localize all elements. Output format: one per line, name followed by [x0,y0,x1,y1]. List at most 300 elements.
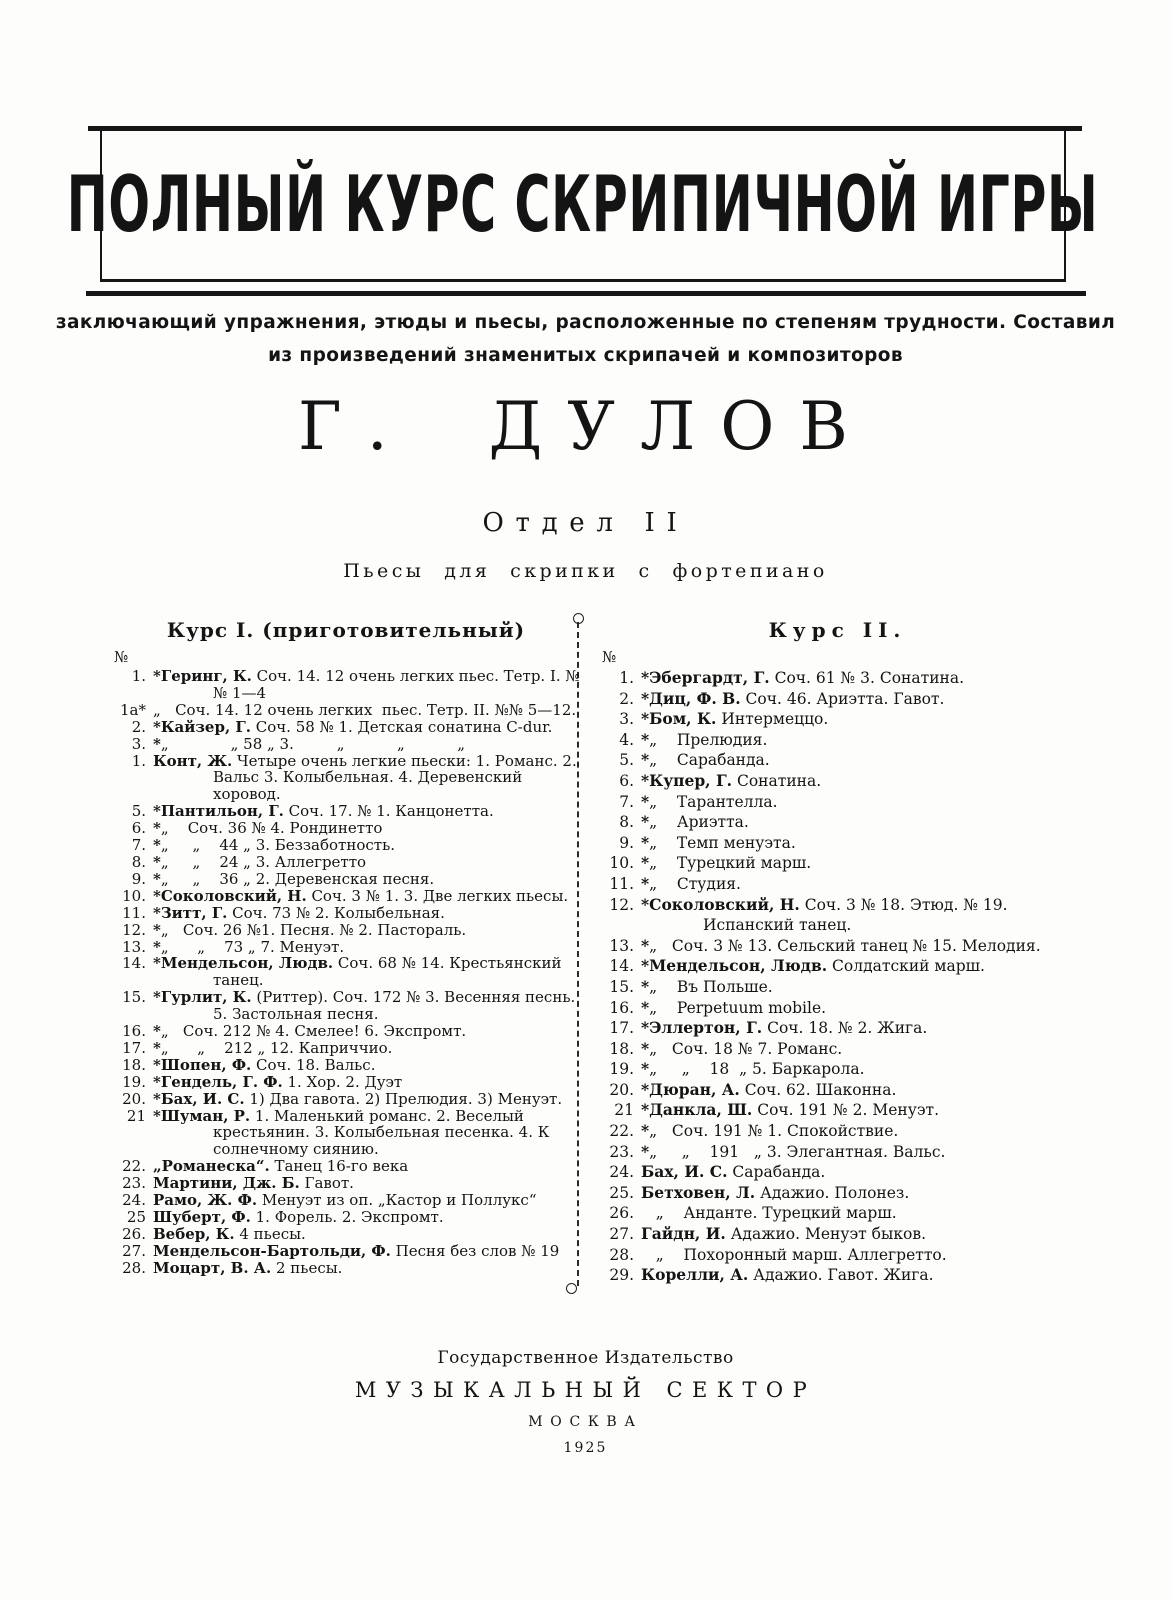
item-text [641,853,1075,874]
list-item [112,854,580,871]
list-item [112,989,580,1023]
list-item [112,837,580,854]
item-number: 17. [122,1038,146,1057]
item-number: 19. [609,1060,634,1079]
list-item [112,939,580,956]
list-item [112,1209,580,1226]
composer-name: Бетховен, Л. [641,1182,756,1202]
composer-name: * [153,1038,161,1057]
list-item [112,1243,580,1260]
work-description: „ Тарантелла. [649,792,778,811]
composer-name: *Соколовский, Н. [641,894,800,914]
work-description: „ Похоронный марш. Аллегретто. [641,1245,947,1264]
publisher-city: МОСКВА [528,1414,643,1430]
item-text [153,955,580,989]
item-text [641,1018,1075,1039]
list-item [600,1265,1075,1286]
item-number: 28. [122,1258,146,1277]
item-number: 7. [131,836,146,855]
item-text [641,998,1075,1019]
list-item [112,1057,580,1074]
item-number: 11. [122,903,146,922]
item-number: 3. [619,710,634,729]
publisher-sector: МУЗЫКАЛЬНЫЙ СЕКТОР [354,1378,817,1402]
item-number: 5. [619,751,634,770]
work-description: „ Турецкий марш. [649,854,812,873]
list-item [600,833,1075,854]
item-number: 12. [609,895,634,914]
item-number: 27. [122,1241,146,1260]
work-description: Песня без слов № 19 [390,1241,560,1260]
item-text [641,1121,1075,1142]
item-number: 1. [131,751,146,770]
composer-name: Мартини, Дж. Б. [153,1174,300,1193]
work-description: „ Соч. 191 № 1. Спокойствие. [649,1122,899,1141]
item-text [641,812,1075,833]
item-text [153,871,580,888]
item-number: 15. [122,988,146,1007]
work-description: „ Ариэтта. [649,813,749,832]
item-number: 7. [619,792,634,811]
composer-name: * [153,1022,161,1041]
work-description: 2 пьесы. [271,1258,343,1277]
item-text [641,1059,1075,1080]
work-description: „ Сарабанда. [649,751,770,770]
item-text [641,895,1075,936]
work-description: Сонатина. [732,771,822,790]
work-description: 1. Хор. 2. Дуэт [282,1072,403,1091]
course2-no-label: № [602,648,617,666]
item-number: 13. [122,937,146,956]
item-text [153,820,580,837]
item-number: 1а* [120,700,146,719]
item-text [153,702,580,719]
list-item [600,1203,1075,1224]
item-text [153,803,580,820]
item-number: 9. [619,833,634,852]
item-text [641,709,1075,730]
composer-name: *Дюран, А. [641,1079,740,1099]
course1-heading: Курс I. (приготовительный) [166,618,526,642]
composer-name: *Эллертон, Г. [641,1018,763,1038]
composer-name: * [641,832,650,852]
item-text [153,854,580,871]
item-text [153,1209,580,1226]
composer-name: * [641,812,650,832]
item-number: 21 [614,1101,634,1120]
item-number: 11. [609,874,634,893]
item-number: 26. [122,1224,146,1243]
item-text [153,1091,580,1108]
work-description: Интермеццо. [716,710,829,729]
title-banner-box [67,129,1099,282]
work-description: Соч. 14. 12 очень легких пьес. Тетр. I. №№ 1—4 [213,667,580,702]
work-description: Соч. 3 № 1. 3. Две легких пьесы. [306,886,569,905]
composer-name: * [641,976,650,996]
work-description: 1. Форель. 2. Экспромт. [250,1208,444,1226]
item-number: 5. [131,802,146,821]
composer-name: *Диц, Ф. В. [641,688,741,708]
composer-name: * [641,935,650,955]
work-description: Соч. 3 № 18. Этюд. № 19. Испанский танец. [703,895,1013,935]
item-number: 20. [609,1080,634,1099]
item-number: 2. [131,717,146,736]
item-number: 3. [131,734,146,753]
course1-column [112,618,580,1277]
list-item [600,1245,1075,1266]
subtitle-line-1: заключающий упражнения, этюды и пьесы, расположенные по степеням трудности. Составил [55,312,1116,333]
item-text [153,905,580,922]
work-description: Соч. 61 № 3. Сонатина. [769,669,965,687]
composer-name: * [641,750,650,770]
item-text [153,1243,580,1260]
list-item [600,977,1075,998]
work-description: „ „ 73 „ 7. Менуэт. [160,937,345,956]
work-description: „ Соч. 14. 12 очень легких пьес. Тетр. II. №№ 5—12. [153,700,577,719]
item-number: 16. [122,1022,146,1041]
item-number: 18. [122,1055,146,1074]
composer-name: *Мендельсон, Людв. [153,954,334,973]
item-number: 8. [619,813,634,832]
list-item [112,1260,580,1277]
item-text [641,1100,1075,1121]
list-item [112,1023,580,1040]
work-description: „ Студия. [649,874,741,893]
item-number: 18. [609,1039,634,1058]
item-text [641,936,1075,957]
work-description: (Риттер). Соч. 172 № 3. Весенняя песнь. 5. Застольная песня. [213,988,581,1024]
item-text [153,1158,580,1175]
composer-name: Рамо, Ж. Ф. [153,1191,258,1210]
work-description: Соч. 18. Вальс. [251,1055,376,1074]
composer-name: * [641,1141,650,1161]
course2-heading: Курс II. [768,618,907,642]
list-item [600,1224,1075,1245]
section-subtitle: Пьесы для скрипки с фортепиано [343,560,828,582]
list-item [112,922,580,939]
list-item [600,750,1075,771]
list-item [112,1108,580,1159]
list-item [112,1091,580,1108]
item-text [153,1040,580,1057]
work-description: „ „ 212 „ 12. Каприччио. [160,1038,393,1057]
work-description: Четыре очень легкие пьески: 1. Романс. 2. Вальс 3. Колыбельная. 4. Деревенский хоровод. [213,751,582,804]
list-item [600,1121,1075,1142]
work-description: „ „ 36 „ 2. Деревенская песня. [160,869,435,888]
list-item [600,853,1075,874]
work-description: „ Соч. 36 № 4. Рондинетто [160,819,383,838]
item-number: 28. [609,1245,634,1264]
book-title: ПОЛНЫЙ КУРС СКРИПИЧНОЙ ИГРЫ [67,158,1099,250]
item-text [153,736,580,753]
item-number: 14. [122,954,146,973]
list-item [600,1018,1075,1039]
composer-name: * [153,819,161,838]
item-text [641,956,1075,977]
work-description: Гавот. [299,1174,354,1193]
item-number: 22. [609,1122,634,1141]
item-text [641,1039,1075,1060]
item-number: 13. [609,936,634,955]
work-description: Адажио. Менуэт быков. [725,1225,927,1244]
work-description: „ „ 44 „ 3. Беззаботность. [160,836,396,855]
composer-name: * [641,1059,650,1079]
composer-name: *Гендель, Г. Ф. [153,1072,283,1091]
item-number: 2. [619,689,634,708]
item-text [641,750,1075,771]
item-number: 12. [122,920,146,939]
work-description: „ „ 24 „ 3. Аллегретто [160,852,367,871]
work-description: Солдатский марш. [827,957,985,976]
work-description: 1) Два гавота. 2) Прелюдия. 3) Менуэт. [244,1089,563,1108]
item-number: 25 [126,1208,146,1226]
item-number: 10. [609,854,634,873]
item-text [153,719,580,736]
list-item [600,771,1075,792]
item-text [153,1226,580,1243]
course1-no-label: № [114,648,129,666]
list-item [112,905,580,922]
item-number: 24. [609,1163,634,1182]
list-item [600,812,1075,833]
item-number: 23. [609,1142,634,1161]
work-description: „ Анданте. Турецкий марш. [641,1204,897,1223]
list-item [112,1040,580,1057]
publication-year: 1925 [563,1440,608,1456]
item-number: 15. [609,977,634,996]
item-text [153,668,580,702]
item-text [153,753,580,804]
work-description: Соч. 191 № 2. Менуэт. [752,1101,940,1120]
work-description: „ Соч. 212 № 4. Смелее! 6. Экспромт. [160,1022,467,1041]
list-item [112,753,580,804]
item-number: 19. [122,1072,146,1091]
work-description: „ Соч. 3 № 13. Сельский танец № 15. Мелодия. [649,936,1041,955]
item-text [641,1162,1075,1183]
list-item [112,871,580,888]
list-item [600,1039,1075,1060]
composer-name: *Данкла, Ш. [641,1100,753,1120]
composer-name: * [641,791,650,811]
subtitle [0,306,1171,372]
item-text [641,1080,1075,1101]
list-item [600,1142,1075,1163]
list-item [112,888,580,905]
item-text [641,1245,1075,1266]
item-number: 26. [609,1204,634,1223]
composer-name: * [641,1038,650,1058]
divider-bottom-ring [566,1283,577,1294]
item-text [153,888,580,905]
composer-name: *Геринг, К. [153,667,252,685]
composer-name: Моцарт, В. А. [153,1258,272,1277]
work-description: Соч. 18. № 2. Жига. [762,1019,928,1038]
composer-name: *Гурлит, К. [153,988,252,1007]
composer-name: * [153,920,161,939]
list-item [600,709,1075,730]
item-number: 25. [609,1183,634,1202]
composer-name: * [641,873,650,893]
composer-name: * [153,937,161,956]
item-text [153,989,580,1023]
author-name: Г. ДУЛОВ [297,388,874,465]
composer-name: * [641,729,650,749]
item-text [153,1260,580,1277]
list-item [600,792,1075,813]
item-text [641,1224,1075,1245]
item-number: 1. [131,667,146,685]
composer-name: * [153,734,161,753]
list-item [112,719,580,736]
item-number: 21 [126,1106,146,1125]
list-item [600,1162,1075,1183]
list-item [112,1074,580,1091]
work-description: „ Perpetuum mobile. [649,998,827,1017]
composer-name: *Кайзер, Г. [153,717,251,736]
work-description: „ „ 58 „ 3. „ „ „ [160,734,465,753]
item-number: 22. [122,1157,146,1176]
work-description: Соч. 68 № 14. Крестьянский танец. [213,954,567,990]
work-description: „ Прелюдия. [649,730,768,749]
work-description: 4 пьесы. [234,1224,306,1243]
composer-name: * [153,869,161,888]
section-title: Отдел II [482,508,689,538]
item-text [153,1074,580,1091]
item-number: 6. [619,771,634,790]
work-description: „ Соч. 26 №1. Песня. № 2. Пастораль. [160,920,467,939]
item-number: 8. [131,852,146,871]
item-number: 10. [122,886,146,905]
composer-name: Бах, И. С. [641,1162,728,1182]
work-description: Сарабанда. [727,1163,826,1182]
list-item [600,956,1075,977]
item-text [641,668,1075,689]
composer-name: Конт, Ж. [153,751,233,770]
composer-name: *Соколовский, Н. [153,886,307,905]
item-text [153,1192,580,1209]
item-number: 27. [609,1225,634,1244]
list-item [600,1059,1075,1080]
list-item [600,668,1075,689]
work-description: „ Темп менуэта. [649,833,796,852]
work-description: Соч. 46. Ариэтта. Гавот. [740,689,945,708]
composer-name: *Пантильон, Г. [153,802,284,821]
item-text [641,1183,1075,1204]
work-description: Соч. 58 № 1. Детская сонатина C-dur. [250,717,553,736]
item-text [153,939,580,956]
work-description: Соч. 17. № 1. Канцонетта. [283,802,494,821]
course1-list [112,668,580,1277]
item-number: 16. [609,998,634,1017]
item-number: 17. [609,1019,634,1038]
item-text [641,833,1075,854]
list-item [112,955,580,989]
work-description: Менуэт из оп. „Кастор и Поллукс“ [257,1191,537,1210]
composer-name: *Мендельсон, Людв. [641,956,828,976]
item-text [641,1203,1075,1224]
list-item [112,1226,580,1243]
course2-column [600,618,1075,1286]
composer-name: Гайдн, И. [641,1224,726,1244]
banner-under-rule [86,291,1086,296]
work-description: Танец 16-го века [269,1157,409,1176]
item-text [641,689,1075,710]
list-item [600,689,1075,710]
work-description: „ Въ Польше. [649,977,773,996]
item-text [153,1108,580,1159]
work-description: „ Соч. 18 № 7. Романс. [649,1039,843,1058]
composer-name: * [641,1121,650,1141]
list-item [600,1080,1075,1101]
list-item [600,998,1075,1019]
composer-name: *Зитт, Г. [153,903,228,922]
composer-name: *Купер, Г. [641,770,733,790]
work-description: Адажио. Полонез. [755,1183,910,1202]
item-text [641,1265,1075,1286]
composer-name: *Бах, И. С. [153,1089,245,1108]
composer-name: *Эбергардт, Г. [641,668,770,687]
imprint [0,1348,1171,1456]
item-text [641,792,1075,813]
composer-name: * [153,852,161,871]
publisher-name: Государственное Издательство [437,1348,734,1368]
item-number: 6. [131,819,146,838]
item-text [153,1175,580,1192]
work-description: 1. Маленький романс. 2. Веселый крестьянин. 3. Колыбельная песенка. 4. К солнечному сиянию. [213,1106,555,1159]
composer-name: Мендельсон-Бартольди, Ф. [153,1241,391,1260]
list-item [600,936,1075,957]
item-number: 9. [131,869,146,888]
list-item [112,668,580,702]
item-text [641,1142,1075,1163]
work-description: Соч. 73 № 2. Колыбельная. [227,903,445,922]
item-number: 14. [609,957,634,976]
composer-name: *Бом, К. [641,709,717,729]
composer-name: Корелли, А. [641,1265,749,1285]
list-item [600,874,1075,895]
course2-list [600,668,1075,1286]
list-item [112,820,580,837]
work-description: „ „ 191 „ 3. Элегантная. Вальс. [649,1142,946,1161]
work-description: Соч. 62. Шаконна. [739,1080,897,1099]
composer-name: * [153,836,161,855]
composer-name: *Шуман, Р. [153,1106,251,1125]
list-item [112,803,580,820]
item-number: 23. [122,1174,146,1193]
list-item [112,1158,580,1175]
item-text [641,874,1075,895]
item-text [641,771,1075,792]
composer-name: Вебер, К. [153,1224,235,1243]
item-text [153,1057,580,1074]
list-item [600,895,1075,936]
item-number: 20. [122,1089,146,1108]
item-text [641,730,1075,751]
item-text [153,1023,580,1040]
item-number: 4. [619,730,634,749]
composer-name: * [641,853,650,873]
work-description: Адажио. Гавот. Жига. [748,1266,934,1285]
list-item [112,1175,580,1192]
list-item [112,736,580,753]
item-text [641,977,1075,998]
work-description: „ „ 18 „ 5. Баркарола. [649,1060,865,1079]
item-text [153,922,580,939]
list-item [600,1183,1075,1204]
item-number: 1. [619,669,634,687]
composer-name: *Шопен, Ф. [153,1055,252,1074]
list-item [112,702,580,719]
